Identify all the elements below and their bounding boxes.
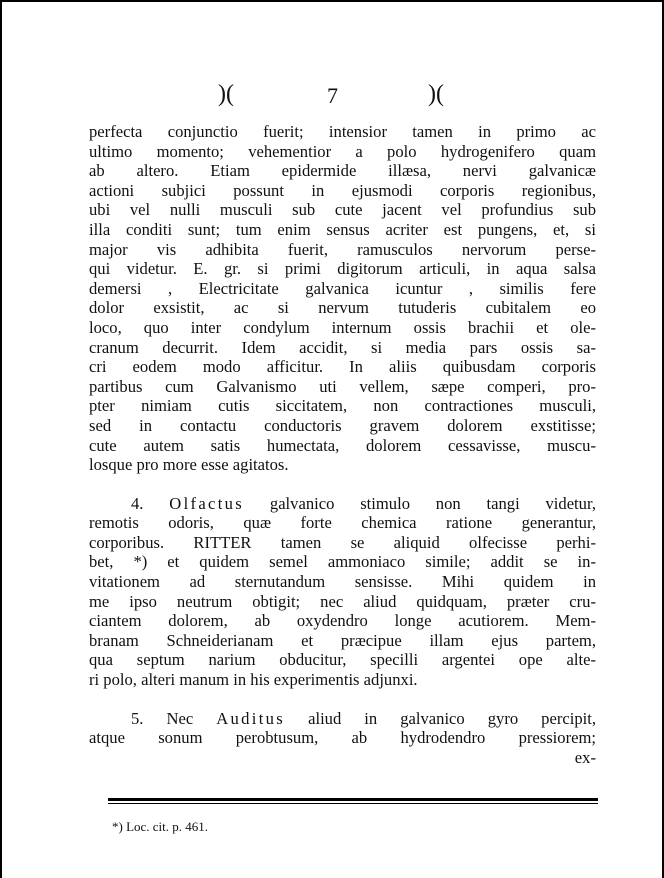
text-line: loco, quo inter condylum internum ossis brachii et ole- — [89, 317, 596, 337]
text-line-rest: aliud in galvanico gyro percipit, — [308, 708, 596, 728]
text-line: me ipso neutrum obtigit; nec aliud quidquam, præter cru- — [89, 591, 596, 611]
left-border — [0, 0, 2, 878]
top-border — [0, 0, 664, 2]
section-number: 4. — [131, 493, 144, 513]
text-line: actioni subjici possunt in ejusmodi corporis regionibus, — [89, 180, 596, 200]
text-line: ciantem dolorem, ab oxydendro longe acutiorem. Mem- — [89, 611, 596, 631]
page-header — [0, 80, 664, 110]
text-line: cute autem satis humectata, dolorem cessavisse, muscu- — [89, 435, 596, 455]
paragraph-2 — [89, 494, 596, 690]
text-line: dolor exsistit, ac si nervum tutuderis cubitalem eo — [89, 298, 596, 318]
text-line: illa conditi sunt; tum enim sensus acriter est pungens, et, si — [89, 219, 596, 239]
text-line: bet, *) et quidem semel ammoniaco simile; addit se in- — [89, 552, 596, 572]
text-line: remotis odoris, quæ forte chemica ratione generantur, — [89, 513, 596, 533]
text-line: atque sonum perobtusum, ab hydrodendro pressiorem; — [89, 728, 596, 748]
paragraph-1 — [89, 122, 596, 475]
section-keyword: Olfactus — [169, 493, 245, 513]
section-number: 5. — [131, 708, 144, 728]
text-line: losque pro more esse agitatos. — [89, 455, 289, 475]
paragraph-gap — [89, 475, 596, 494]
catchword: ex- — [574, 747, 596, 767]
text-line: ri polo, alteri manum in his experimentis adjunxi. — [89, 670, 418, 690]
text-line: ubi vel nulli musculi sub cute jacent vel profundius sub — [89, 200, 596, 220]
text-line: partibus cum Galvanismo uti vellem, sæpe comperi, pro- — [89, 376, 596, 396]
text-line: cranum decurrit. Idem accidit, si media pars ossis sa- — [89, 337, 596, 357]
footnote: *) Loc. cit. p. 461. — [112, 819, 209, 834]
text-line: ultimo momento; vehementior a polo hydrogenifero quam — [89, 141, 596, 161]
paragraph-3 — [89, 709, 596, 768]
text-line: sed in contactu conductoris gravem dolorem exstitisse; — [89, 415, 596, 435]
text-line: corporibus. RITTER tamen se aliquid olfecisse perhi- — [89, 532, 596, 552]
right-ornament: )( — [428, 81, 444, 107]
text-line: demersi , Electricitate galvanica icuntur , similis fere — [89, 278, 596, 298]
left-ornament: )( — [218, 81, 234, 107]
text-line — [89, 494, 596, 514]
section-keyword: Auditus — [216, 708, 286, 728]
text-line: vitationem ad sternutandum sensisse. Mihi quidem in — [89, 572, 596, 592]
body-text — [89, 122, 596, 767]
footnote-rule-thin — [108, 803, 598, 804]
text-line: qua septum narium obducitur, specilli argentei ope alte- — [89, 650, 596, 670]
section-pre-keyword: Nec — [166, 708, 194, 728]
text-line: pter nimiam cutis siccitatem, non contractiones musculi, — [89, 396, 596, 416]
text-line: qui videtur. E. gr. si primi digitorum articuli, in aqua salsa — [89, 259, 596, 279]
footnote-rule — [108, 798, 598, 801]
text-line: branam Schneiderianam et præcipue illam ejus partem, — [89, 630, 596, 650]
text-line: ab altero. Etiam epidermide illæsa, nervi galvanicæ — [89, 161, 596, 181]
text-line: cri eodem modo afficitur. In aliis quibusdam corporis — [89, 357, 596, 377]
paragraph-gap — [89, 690, 596, 709]
text-line — [89, 709, 596, 729]
page-number: 7 — [327, 83, 338, 108]
text-line: perfecta conjunctio fuerit; intensior tamen in primo ac — [89, 122, 596, 141]
text-line-rest: galvanico stimulo non tangi videtur, — [269, 493, 596, 513]
text-line: major vis adhibita fuerit, ramusculos nervorum perse- — [89, 239, 596, 259]
